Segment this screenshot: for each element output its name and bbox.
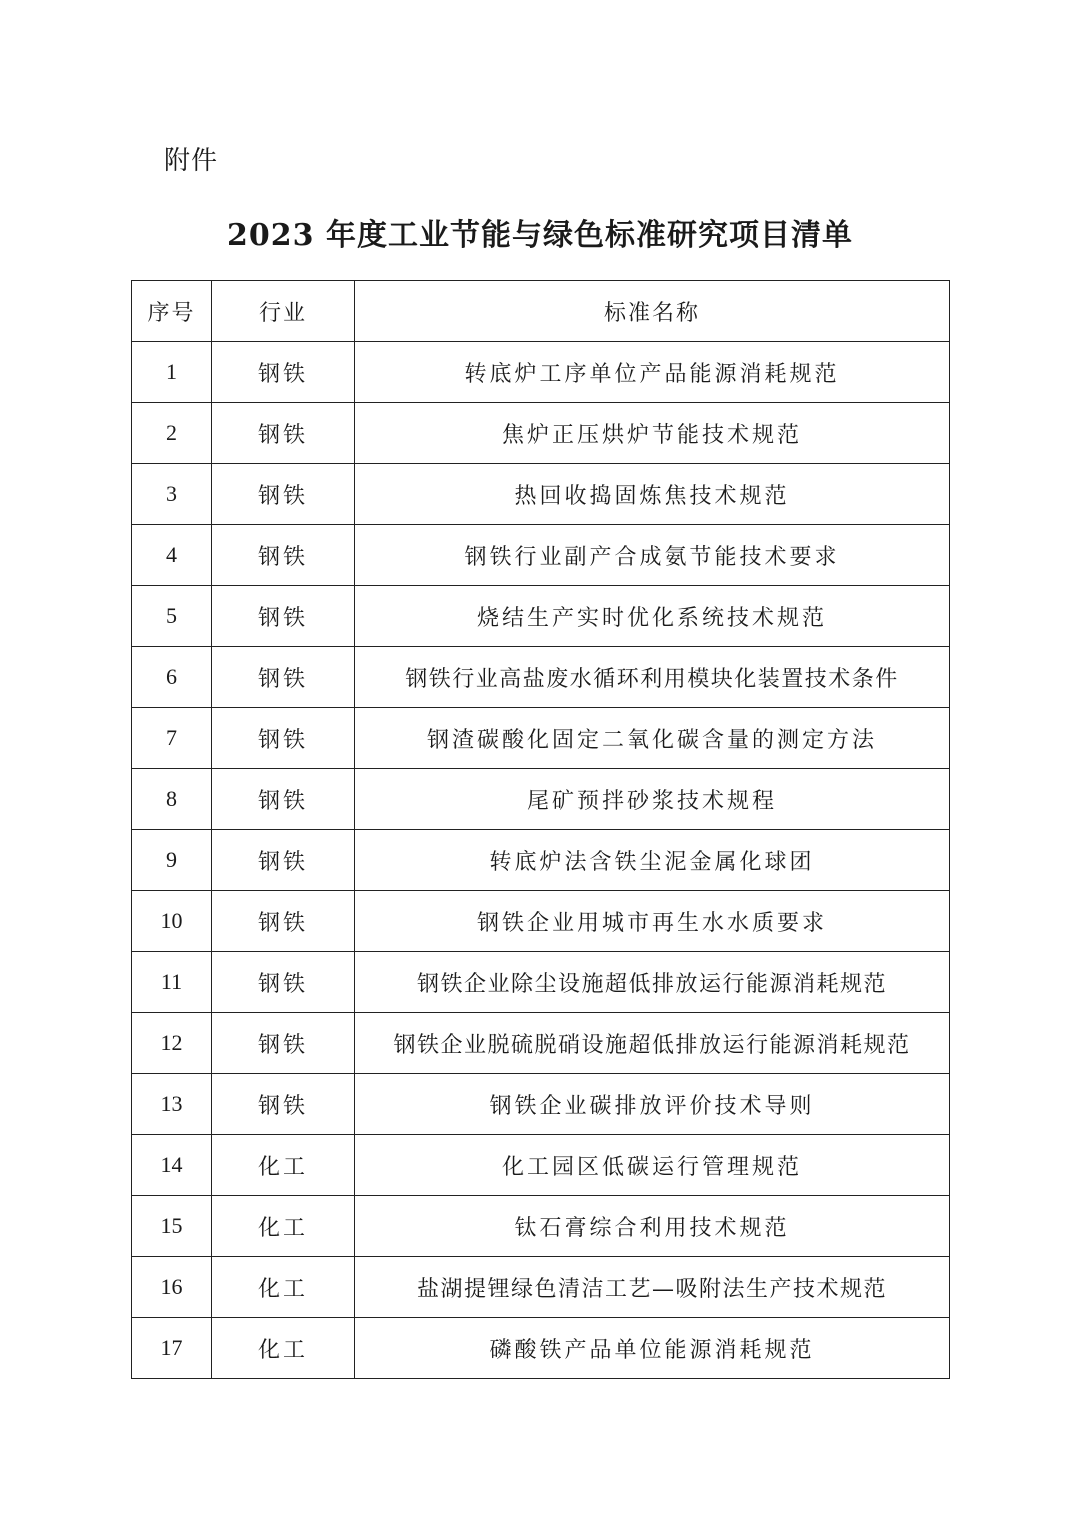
table-row: [132, 1318, 950, 1379]
row-industry: 钢铁: [212, 830, 355, 891]
row-standard-name: 转底炉工序单位产品能源消耗规范: [355, 342, 950, 403]
table-row: [132, 1257, 950, 1318]
table-row: [132, 830, 950, 891]
table-row: [132, 464, 950, 525]
column-header-no: 序号: [132, 281, 212, 342]
row-standard-name: 焦炉正压烘炉节能技术规范: [355, 403, 950, 464]
column-header-standard-name: 标准名称: [355, 281, 950, 342]
row-standard-name: 钢铁企业碳排放评价技术导则: [355, 1074, 950, 1135]
row-number: 16: [132, 1257, 212, 1318]
row-industry: 钢铁: [212, 464, 355, 525]
row-industry: 钢铁: [212, 769, 355, 830]
row-number: 17: [132, 1318, 212, 1379]
row-number: 10: [132, 891, 212, 952]
row-number: 5: [132, 586, 212, 647]
attachment-label: 附件: [164, 146, 219, 176]
row-standard-name: 烧结生产实时优化系统技术规范: [355, 586, 950, 647]
row-industry: 钢铁: [212, 1013, 355, 1074]
row-industry: 化工: [212, 1318, 355, 1379]
row-industry: 钢铁: [212, 342, 355, 403]
table-row: [132, 647, 950, 708]
table-header-row: [132, 281, 950, 342]
table-row: [132, 1135, 950, 1196]
row-industry: 钢铁: [212, 952, 355, 1013]
row-standard-name: 转底炉法含铁尘泥金属化球团: [355, 830, 950, 891]
table-row: [132, 403, 950, 464]
row-industry: 化工: [212, 1257, 355, 1318]
table-row: [132, 1074, 950, 1135]
row-number: 2: [132, 403, 212, 464]
row-industry: 钢铁: [212, 1074, 355, 1135]
row-number: 1: [132, 342, 212, 403]
row-standard-name: 钛石膏综合利用技术规范: [355, 1196, 950, 1257]
row-industry: 钢铁: [212, 525, 355, 586]
row-standard-name: 化工园区低碳运行管理规范: [355, 1135, 950, 1196]
document-title: 2023 年度工业节能与绿色标准研究项目清单: [227, 218, 853, 253]
row-standard-name: 磷酸铁产品单位能源消耗规范: [355, 1318, 950, 1379]
row-industry: 钢铁: [212, 891, 355, 952]
table-row: [132, 708, 950, 769]
row-industry: 钢铁: [212, 647, 355, 708]
row-number: 15: [132, 1196, 212, 1257]
row-industry: 钢铁: [212, 403, 355, 464]
row-number: 11: [132, 952, 212, 1013]
row-standard-name: 钢铁企业除尘设施超低排放运行能源消耗规范: [355, 952, 950, 1013]
row-industry: 钢铁: [212, 708, 355, 769]
row-standard-name: 钢铁企业用城市再生水水质要求: [355, 891, 950, 952]
row-industry: 化工: [212, 1196, 355, 1257]
table-row: [132, 1013, 950, 1074]
row-standard-name: 钢铁行业副产合成氨节能技术要求: [355, 525, 950, 586]
row-standard-name: 盐湖提锂绿色清洁工艺—吸附法生产技术规范: [355, 1257, 950, 1318]
row-number: 8: [132, 769, 212, 830]
row-industry: 化工: [212, 1135, 355, 1196]
row-number: 14: [132, 1135, 212, 1196]
row-number: 4: [132, 525, 212, 586]
row-standard-name: 钢铁行业高盐废水循环利用模块化装置技术条件: [355, 647, 950, 708]
row-number: 12: [132, 1013, 212, 1074]
row-number: 3: [132, 464, 212, 525]
column-header-industry: 行业: [212, 281, 355, 342]
table-row: [132, 342, 950, 403]
row-number: 13: [132, 1074, 212, 1135]
row-industry: 钢铁: [212, 586, 355, 647]
table-row: [132, 891, 950, 952]
standards-table: [131, 280, 950, 1379]
row-standard-name: 尾矿预拌砂浆技术规程: [355, 769, 950, 830]
row-standard-name: 钢铁企业脱硫脱硝设施超低排放运行能源消耗规范: [355, 1013, 950, 1074]
table-row: [132, 952, 950, 1013]
table-row: [132, 525, 950, 586]
table-row: [132, 769, 950, 830]
row-number: 7: [132, 708, 212, 769]
row-number: 9: [132, 830, 212, 891]
table-row: [132, 1196, 950, 1257]
row-standard-name: 钢渣碳酸化固定二氧化碳含量的测定方法: [355, 708, 950, 769]
table-row: [132, 586, 950, 647]
row-standard-name: 热回收捣固炼焦技术规范: [355, 464, 950, 525]
row-number: 6: [132, 647, 212, 708]
